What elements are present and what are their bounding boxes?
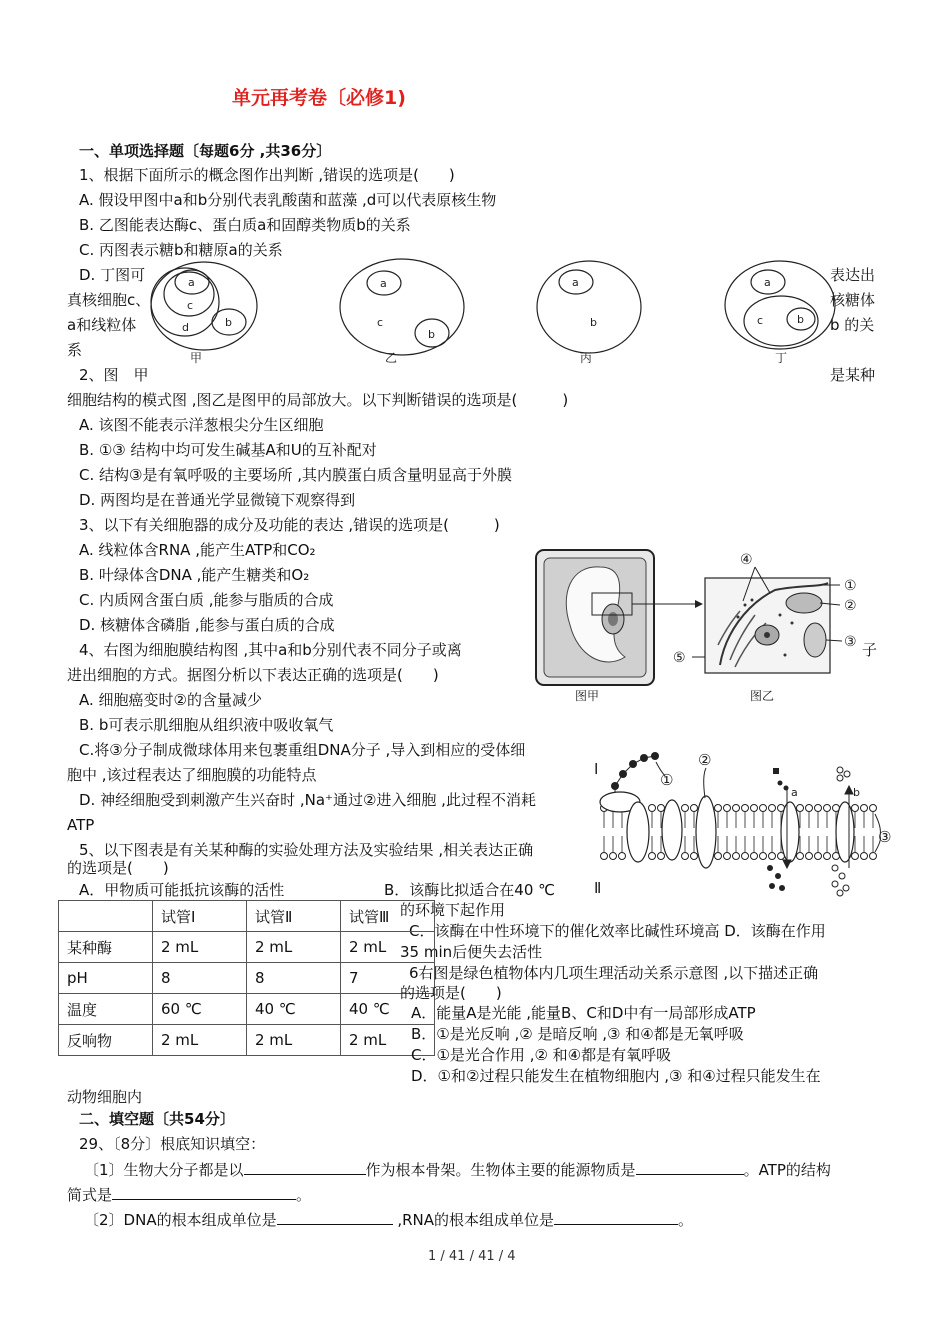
table-row [59, 1025, 435, 1056]
question-stem: 5、以下图表是有关某种酶的实验处理方法及实验结果 ,相关表达正确 [79, 841, 534, 859]
fill-line [84, 1159, 831, 1180]
table-cell: 2 mL [247, 1025, 341, 1056]
figure-label: 图甲 [575, 689, 600, 703]
diagram-letter: b [225, 316, 232, 329]
concept-diagrams [140, 256, 890, 368]
cell-figure [530, 545, 880, 710]
question-stem: 6右图是绿色植物体内几项生理活动关系示意图 ,以下描述正确 [409, 964, 819, 982]
fill-text: 作为根本骨架。生物体主要的能源物质是 [365, 1161, 636, 1179]
option: 胞中 ,该过程表达了细胞膜的功能特点 [67, 766, 317, 784]
table-cell: 60 ℃ [153, 994, 247, 1025]
answer-blank[interactable] [244, 1159, 366, 1175]
question-stem: 的选项是( ) [67, 859, 169, 877]
fill-text: 。ATP的结构 [743, 1161, 831, 1179]
diagram-letter: d [182, 321, 189, 334]
question-stem: 的选项是( ) [400, 984, 502, 1002]
option: C. 丙图表示糖b和糖原a的关系 [79, 241, 283, 259]
option: C. 内质网含蛋白质 ,能参与脂质的合成 [79, 591, 334, 609]
option: ATP [67, 816, 95, 834]
diagram-label: 乙 [385, 351, 398, 365]
diagram-label: 丁 [775, 351, 788, 365]
answer-blank[interactable] [636, 1159, 744, 1175]
table-cell: 8 [153, 963, 247, 994]
table-row [59, 963, 435, 994]
marker: ② [698, 751, 712, 769]
diagram-label: 丙 [580, 351, 593, 365]
option-text: 表达出 [830, 266, 876, 284]
diagram-letter: c [187, 299, 194, 312]
option: D．①和②过程只能发生在植物细胞内 ,③ 和④过程只能发生在 [411, 1067, 821, 1085]
marker: ③ [878, 828, 892, 846]
experiment-table [58, 900, 435, 1056]
option: A. 细胞癌变时②的含量减少 [79, 691, 262, 709]
table-cell: 2 mL [341, 932, 435, 963]
question-stem: 3、以下有关细胞器的成分及功能的表达 ,错误的选项是( ) [79, 516, 500, 534]
option: C．该酶在中性环境下的催化效率比碱性环境高 D．该酶在作用 [409, 922, 826, 940]
marker: ③ [844, 634, 857, 650]
section-heading: 二、填空题〔共54分〕 [79, 1110, 235, 1128]
question-stem: 进出细胞的方式。据图分析以下表达正确的选项是( ) [67, 666, 439, 684]
table-cell: 7 [341, 963, 435, 994]
question-stem: 29、〔8分〕根底知识填空： [79, 1135, 266, 1153]
diagram-letter: a [380, 277, 387, 290]
option: B. 乙图能表达酶c、蛋白质a和固醇类物质b的关系 [79, 216, 411, 234]
option: B. b可表示肌细胞从组织液中吸收氧气 [79, 716, 334, 734]
table-cell: 试管Ⅲ [341, 901, 435, 932]
option: B. ①③ 结构中均可发生碱基A和U的互补配对 [79, 441, 377, 459]
question-stem: 细胞结构的模式图 ,图乙是图甲的局部放大。以下判断错误的选项是( ) [67, 391, 569, 409]
option-text: a和线粒体 [67, 316, 137, 334]
option: B．该酶比拟适合在40 ℃ [384, 881, 555, 899]
option: D. 丁图可 [79, 266, 146, 284]
option: 35 min后便失去活性 [400, 943, 543, 961]
arrow-label: a [791, 786, 798, 799]
table-cell: 40 ℃ [341, 994, 435, 1025]
diagram-letter: b [428, 328, 435, 341]
fill-text: 简式是 [67, 1186, 113, 1204]
page-title: 单元再考卷〔必修1) [232, 87, 406, 109]
option-text: b 的关 [830, 316, 875, 334]
diagram-letter: a [188, 276, 195, 289]
section-heading: 一、单项选择题〔每题6分 ,共36分〕 [79, 142, 332, 160]
diagram-letter: b [590, 316, 597, 329]
option: A．甲物质可能抵抗该酶的活性 [79, 881, 285, 899]
option: 动物细胞内 [67, 1088, 143, 1106]
option-text: 核糖体 [830, 291, 876, 309]
option: A. 该图不能表示洋葱根尖分生区细胞 [79, 416, 324, 434]
diagram-label: 甲 [190, 351, 203, 365]
question-stem: 1、根据下面所示的概念图作出判断 ,错误的选项是( ) [79, 166, 455, 184]
diagram-letter: b [797, 313, 804, 326]
fill-text: 。 [296, 1186, 312, 1204]
option: D. 神经细胞受到刺激产生兴奋时 ,Na⁺通过②进入细胞 ,此过程不消耗 [79, 791, 536, 809]
table-cell: 2 mL [153, 1025, 247, 1056]
option: A．能量A是光能 ,能量B、C和D中有一局部形成ATP [411, 1004, 756, 1022]
answer-blank[interactable] [277, 1209, 393, 1225]
option: B．①是光反响 ,② 是暗反响 ,③ 和④都是无氧呼吸 [411, 1025, 744, 1043]
fill-text: ,RNA的根本组成单位是 [392, 1211, 555, 1229]
marker: ⑤ [673, 650, 686, 666]
roman-label: Ⅱ [594, 879, 602, 897]
table-cell: 某种酶 [59, 932, 153, 963]
marker: ① [660, 771, 674, 789]
table-cell: 40 ℃ [247, 994, 341, 1025]
option: A. 线粒体含RNA ,能产生ATP和CO₂ [79, 541, 316, 559]
fill-line [84, 1209, 693, 1230]
table-cell: pH [59, 963, 153, 994]
fill-text: 。 [678, 1211, 694, 1229]
table-cell: 2 mL [153, 932, 247, 963]
figure-label: 图乙 [750, 689, 775, 703]
membrane-figure [590, 748, 900, 898]
table-cell: 反响物 [59, 1025, 153, 1056]
marker: ① [844, 578, 857, 594]
answer-blank[interactable] [554, 1209, 678, 1225]
marker: ④ [740, 552, 753, 568]
table-row [59, 932, 435, 963]
fill-line [67, 1184, 311, 1205]
table-row [59, 994, 435, 1025]
roman-label: Ⅰ [594, 760, 599, 778]
diagram-letter: c [377, 316, 384, 329]
option: A. 假设甲图中a和b分别代表乳酸菌和蓝藻 ,d可以代表原核生物 [79, 191, 497, 209]
table-header-row [59, 901, 435, 932]
diagram-letter: a [572, 276, 579, 289]
question-stem: 4、右图为细胞膜结构图 ,其中a和b分别代表不同分子或离 [79, 641, 462, 659]
option: C．①是光合作用 ,② 和④都是有氧呼吸 [411, 1046, 672, 1064]
marker: ② [844, 598, 857, 614]
option: C. 结构③是有氧呼吸的主要场所 ,其内膜蛋白质含量明显高于外膜 [79, 466, 512, 484]
table-cell: 2 mL [341, 1025, 435, 1056]
table-cell: 温度 [59, 994, 153, 1025]
table-cell: 2 mL [247, 932, 341, 963]
fill-text: 〔2〕DNA的根本组成单位是 [84, 1211, 277, 1229]
table-cell [59, 901, 153, 932]
diagram-letter: a [764, 276, 771, 289]
question-stem: 子 [862, 641, 878, 659]
option: D. 核糖体含磷脂 ,能参与蛋白质的合成 [79, 616, 335, 634]
option: B. 叶绿体含DNA ,能产生糖类和O₂ [79, 566, 310, 584]
option-text: 系 [67, 341, 83, 359]
option: D. 两图均是在普通光学显微镜下观察得到 [79, 491, 356, 509]
table-cell: 试管Ⅰ [153, 901, 247, 932]
fill-text: 〔1〕生物大分子都是以 [84, 1161, 244, 1179]
option: C.将③分子制成微球体用来包裹重组DNA分子 ,导入到相应的受体细 [79, 741, 526, 759]
option: 的环境下起作用 [400, 901, 506, 919]
page-number: 1 / 41 / 41 / 4 [428, 1249, 516, 1264]
option-text: 真核细胞c、 [67, 291, 151, 309]
answer-blank[interactable] [112, 1184, 296, 1200]
question-stem: 是某种 [830, 366, 876, 384]
diagram-letter: c [757, 314, 764, 327]
table-cell: 试管Ⅱ [247, 901, 341, 932]
arrow-label: b [853, 786, 860, 799]
table-cell: 8 [247, 963, 341, 994]
question-stem: 2、图 甲 [79, 366, 149, 384]
